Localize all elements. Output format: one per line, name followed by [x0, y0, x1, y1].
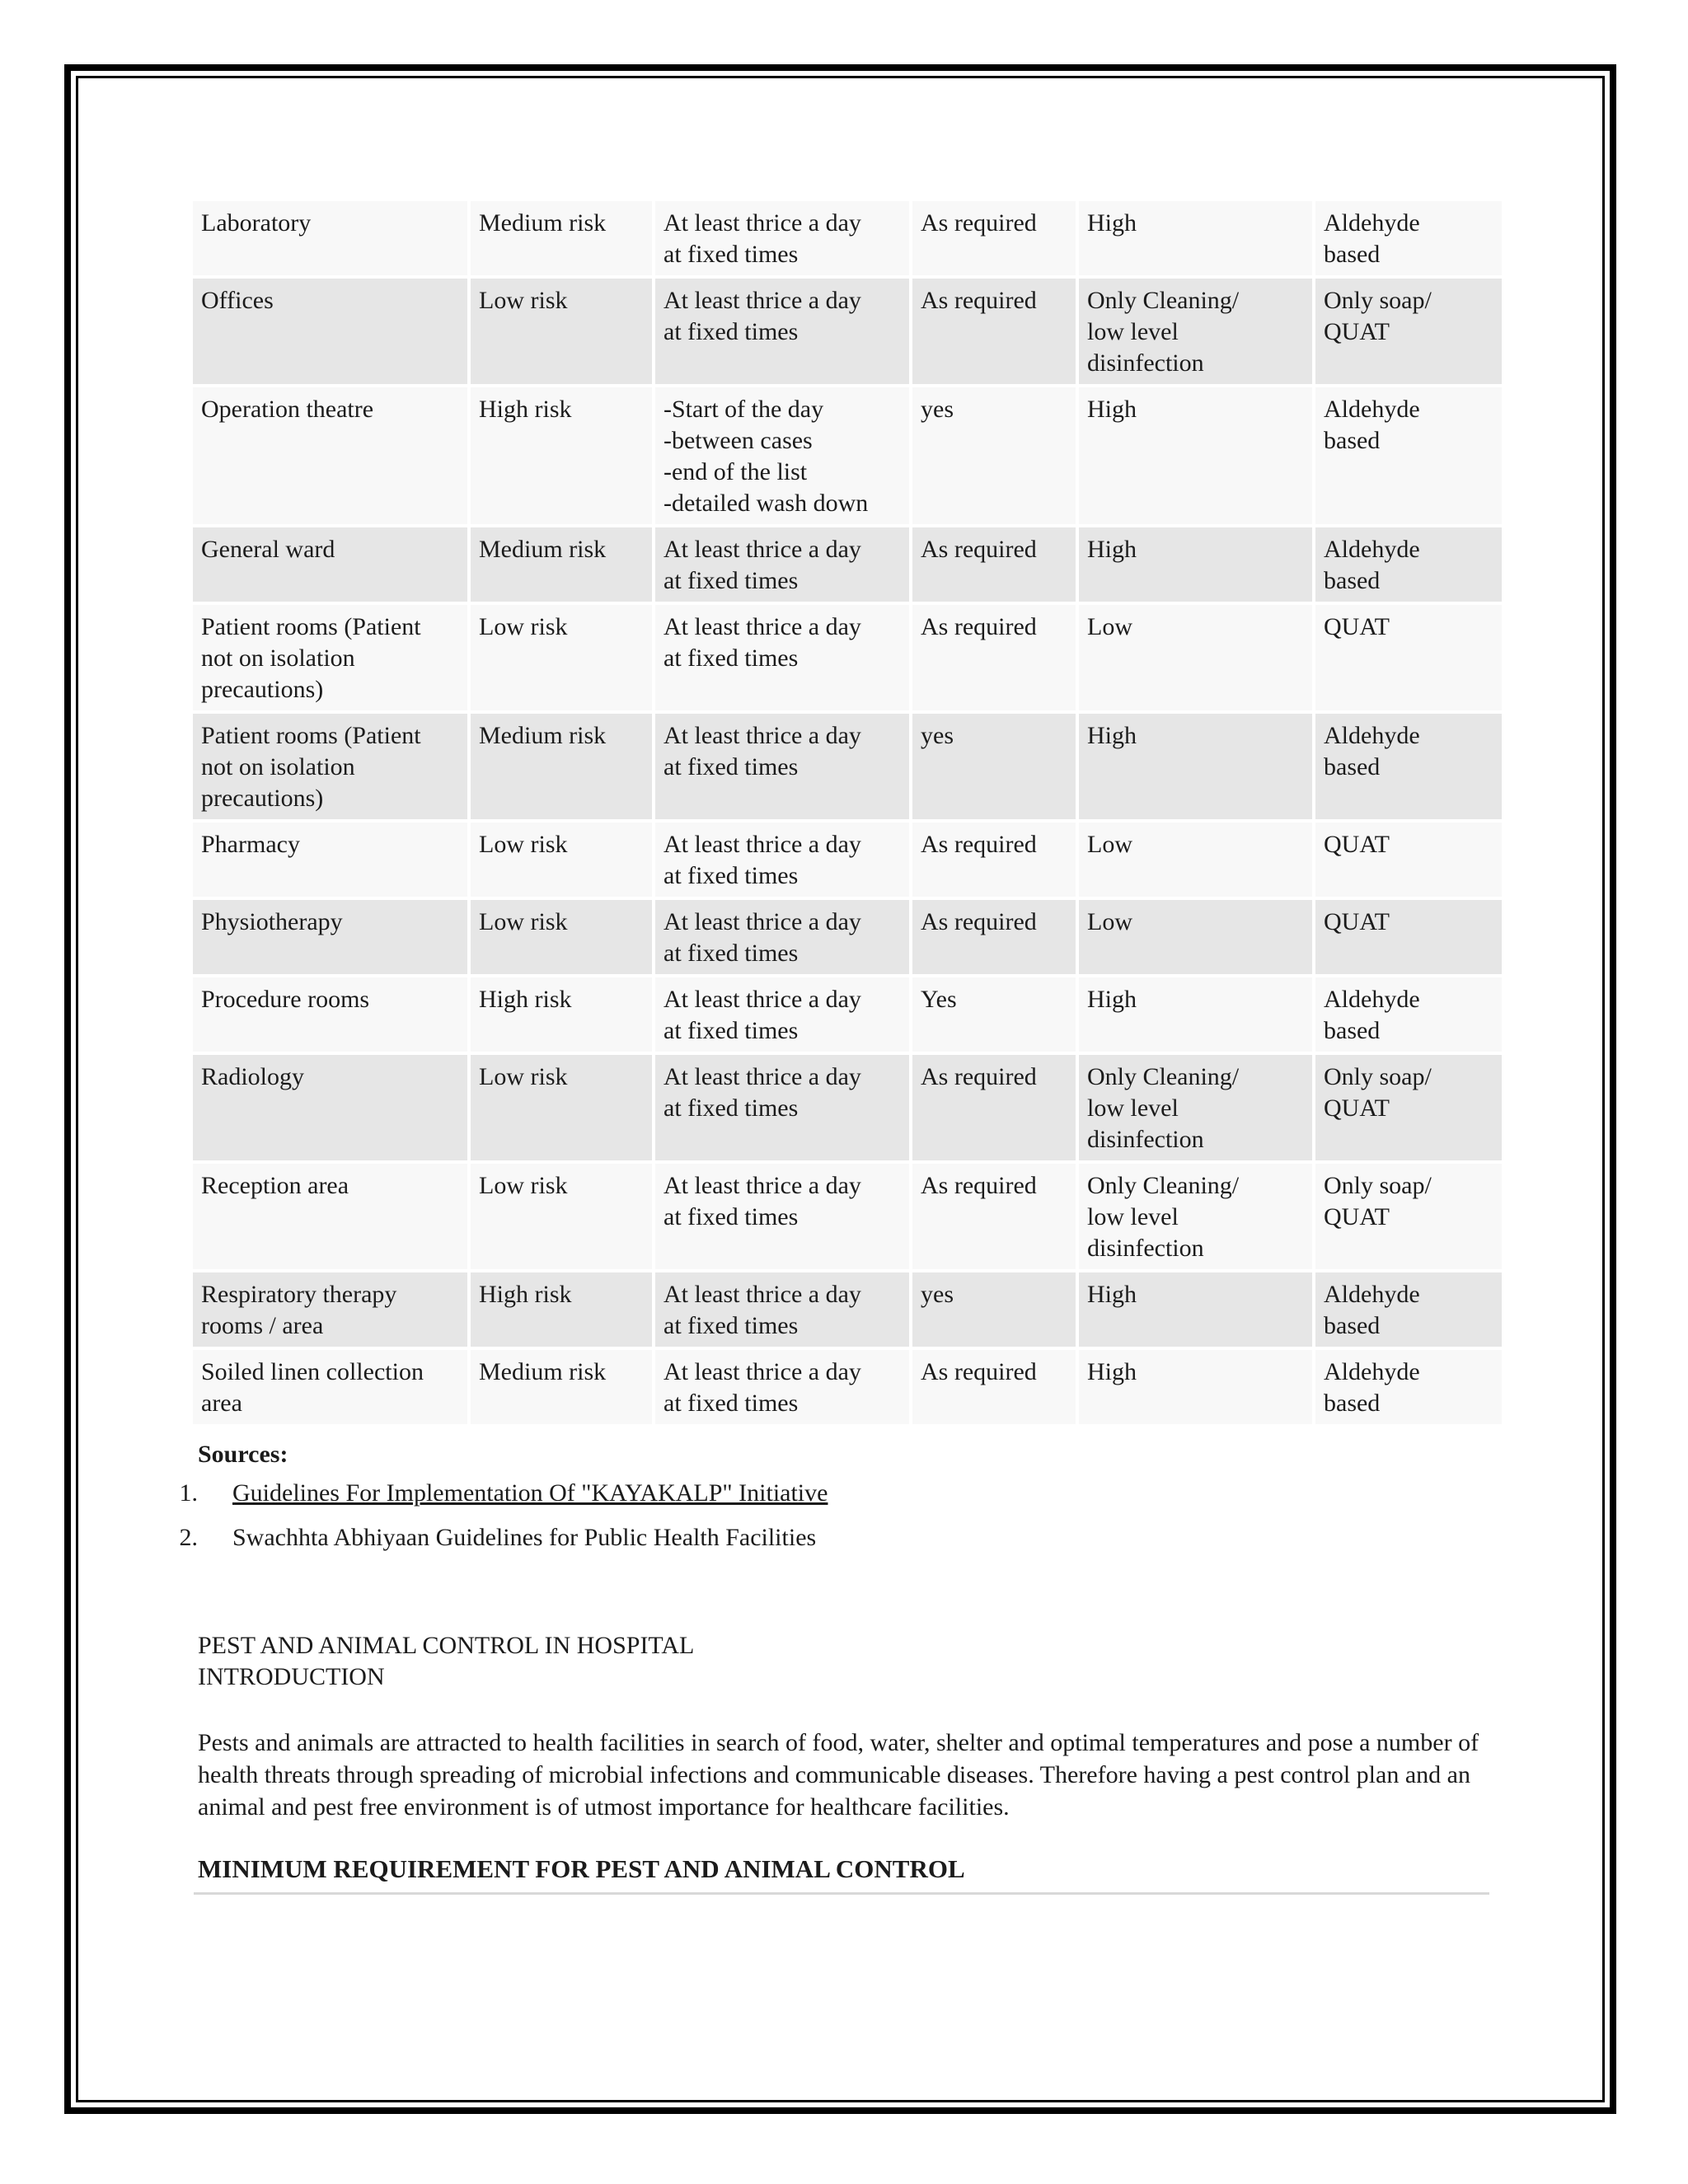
spot-cleaning-cell: As required [912, 900, 1076, 974]
disinfection-level-cell: High [1079, 714, 1312, 819]
area-cell: General ward [193, 527, 467, 602]
table-row [193, 387, 1502, 524]
risk-cell: Medium risk [471, 201, 652, 275]
disinfectant-cell: QUAT [1315, 823, 1502, 897]
pest-title: PEST AND ANIMAL CONTROL IN HOSPITAL [198, 1632, 695, 1659]
pest-section-heading [198, 1630, 694, 1693]
source-item [140, 1524, 828, 1568]
disinfection-level-cell: Low [1079, 823, 1312, 897]
risk-cell: High risk [471, 1272, 652, 1347]
area-cell: Radiology [193, 1055, 467, 1160]
disinfection-level-cell: High [1079, 977, 1312, 1052]
disinfectant-cell: Aldehyde based [1315, 387, 1502, 524]
disinfectant-cell: Only soap/ QUAT [1315, 279, 1502, 384]
disinfection-level-cell: High [1079, 201, 1312, 275]
frequency-cell: At least thrice a day at fixed times [655, 900, 909, 974]
table-row [193, 1350, 1502, 1424]
introduction-heading: INTRODUCTION [198, 1663, 385, 1690]
minimum-requirement-heading: MINIMUM REQUIREMENT FOR PEST AND ANIMAL CONTROL [198, 1854, 965, 1883]
risk-cell: Low risk [471, 1055, 652, 1160]
frequency-cell: At least thrice a day at fixed times [655, 977, 909, 1052]
table-row [193, 823, 1502, 897]
frequency-cell: At least thrice a day at fixed times [655, 279, 909, 384]
spot-cleaning-cell: yes [912, 714, 1076, 819]
introduction-paragraph: Pests and animals are attracted to health facilities in search of food, water, shelter and optimal temperatures and pose a number of health threats through spreading of microbial infections and communicable diseases. Therefore having a pest control plan and an animal and pest free environment is of utmost importance for healthcare facilities. [198, 1729, 1479, 1821]
frequency-cell: At least thrice a day at fixed times [655, 605, 909, 710]
risk-cell: Medium risk [471, 714, 652, 819]
frequency-cell: At least thrice a day at fixed times [655, 1272, 909, 1347]
frequency-cell: At least thrice a day at fixed times [655, 201, 909, 275]
disinfectant-cell: Only soap/ QUAT [1315, 1164, 1502, 1269]
risk-cell: Low risk [471, 900, 652, 974]
spot-cleaning-cell: yes [912, 1272, 1076, 1347]
risk-cell: Low risk [471, 279, 652, 384]
area-cell: Laboratory [193, 201, 467, 275]
frequency-cell: At least thrice a day at fixed times [655, 1164, 909, 1269]
table-row [193, 279, 1502, 384]
spot-cleaning-cell: Yes [912, 977, 1076, 1052]
disinfection-level-cell: Only Cleaning/ low level disinfection [1079, 1164, 1312, 1269]
table-row [193, 977, 1502, 1052]
table-row [193, 1164, 1502, 1269]
risk-cell: Low risk [471, 605, 652, 710]
area-cell: Reception area [193, 1164, 467, 1269]
disinfectant-cell: QUAT [1315, 900, 1502, 974]
frequency-cell: -Start of the day -between cases -end of the list -detailed wash down [655, 387, 909, 524]
divider-line [194, 1892, 1489, 1895]
spot-cleaning-cell: As required [912, 527, 1076, 602]
risk-cell: Medium risk [471, 1350, 652, 1424]
table-row [193, 714, 1502, 819]
area-cell: Patient rooms (Patient not on isolation precautions) [193, 714, 467, 819]
spot-cleaning-cell: As required [912, 823, 1076, 897]
source-item [140, 1479, 828, 1524]
risk-cell: Medium risk [471, 527, 652, 602]
frequency-cell: At least thrice a day at fixed times [655, 714, 909, 819]
frequency-cell: At least thrice a day at fixed times [655, 1055, 909, 1160]
risk-cell: High risk [471, 977, 652, 1052]
risk-cell: Low risk [471, 1164, 652, 1269]
frequency-cell: At least thrice a day at fixed times [655, 1350, 909, 1424]
risk-cell: Low risk [471, 823, 652, 897]
table-row [193, 1055, 1502, 1160]
disinfection-level-cell: Low [1079, 605, 1312, 710]
cleaning-schedule-table [190, 198, 1505, 1427]
disinfection-level-cell: High [1079, 387, 1312, 524]
spot-cleaning-cell: As required [912, 1164, 1076, 1269]
area-cell: Pharmacy [193, 823, 467, 897]
disinfection-level-cell: High [1079, 527, 1312, 602]
sources-heading: Sources: [198, 1441, 288, 1468]
spot-cleaning-cell: yes [912, 387, 1076, 524]
disinfectant-cell: Only soap/ QUAT [1315, 1055, 1502, 1160]
area-cell: Operation theatre [193, 387, 467, 524]
spot-cleaning-cell: As required [912, 605, 1076, 710]
disinfectant-cell: Aldehyde based [1315, 977, 1502, 1052]
source-text-swachhta: Swachhta Abhiyaan Guidelines for Public Health Facilities [232, 1524, 817, 1551]
disinfection-level-cell: High [1079, 1350, 1312, 1424]
frequency-cell: At least thrice a day at fixed times [655, 527, 909, 602]
area-cell: Patient rooms (Patient not on isolation precautions) [193, 605, 467, 710]
disinfectant-cell: Aldehyde based [1315, 1272, 1502, 1347]
disinfection-level-cell: Low [1079, 900, 1312, 974]
area-cell: Physiotherapy [193, 900, 467, 974]
risk-cell: High risk [471, 387, 652, 524]
spot-cleaning-cell: As required [912, 1350, 1076, 1424]
disinfectant-cell: Aldehyde based [1315, 527, 1502, 602]
table-row [193, 201, 1502, 275]
area-cell: Respiratory therapy rooms / area [193, 1272, 467, 1347]
disinfection-level-cell: Only Cleaning/ low level disinfection [1079, 279, 1312, 384]
disinfection-level-cell: High [1079, 1272, 1312, 1347]
disinfectant-cell: Aldehyde based [1315, 1350, 1502, 1424]
table-body [193, 201, 1502, 1424]
table-row [193, 527, 1502, 602]
spot-cleaning-cell: As required [912, 279, 1076, 384]
spot-cleaning-cell: As required [912, 1055, 1076, 1160]
sources-list [140, 1479, 828, 1568]
source-link-kayakalp[interactable]: Guidelines For Implementation Of "KAYAKALP" Initiative [232, 1479, 828, 1507]
area-cell: Offices [193, 279, 467, 384]
area-cell: Soiled linen collection area [193, 1350, 467, 1424]
source-number: 1. [179, 1479, 198, 1507]
disinfectant-cell: Aldehyde based [1315, 201, 1502, 275]
table-row [193, 605, 1502, 710]
disinfection-level-cell: Only Cleaning/ low level disinfection [1079, 1055, 1312, 1160]
area-cell: Procedure rooms [193, 977, 467, 1052]
spot-cleaning-cell: As required [912, 201, 1076, 275]
table-row [193, 1272, 1502, 1347]
disinfectant-cell: Aldehyde based [1315, 714, 1502, 819]
source-number: 2. [179, 1524, 198, 1551]
frequency-cell: At least thrice a day at fixed times [655, 823, 909, 897]
table-row [193, 900, 1502, 974]
disinfectant-cell: QUAT [1315, 605, 1502, 710]
